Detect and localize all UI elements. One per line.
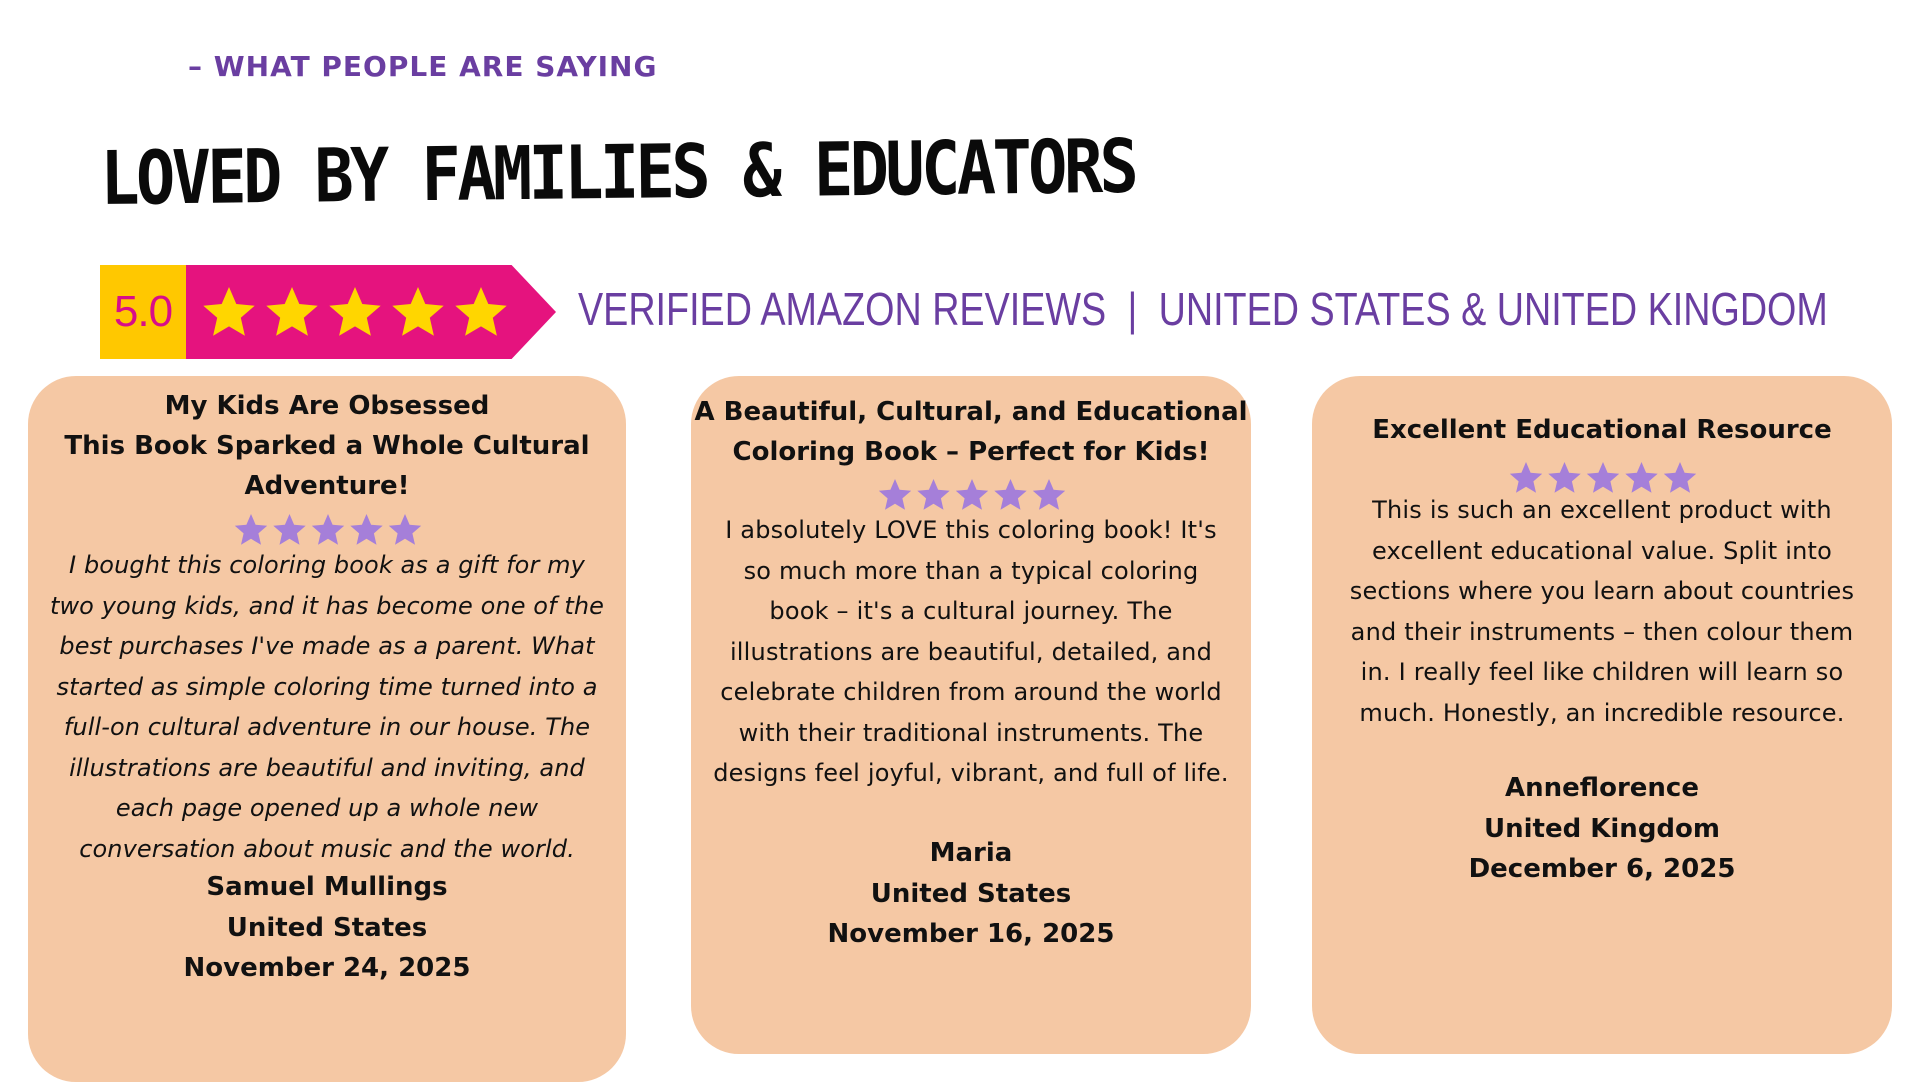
review-text-line: best purchases I've made as a parent. What bbox=[59, 632, 595, 660]
reviewer-name: Anneflorence bbox=[1505, 773, 1699, 803]
reviewer-location: United States bbox=[870, 878, 1072, 909]
review-signature bbox=[28, 867, 626, 989]
star-icon bbox=[350, 514, 382, 545]
review-text-line: book – it's a cultural journey. The bbox=[769, 597, 1173, 625]
review-text-line: illustrations are beautiful, detailed, and bbox=[729, 637, 1213, 666]
review-text-line: celebrate children from around the world bbox=[720, 678, 1222, 706]
review-text-line: so much more than a typical coloring bbox=[743, 556, 1199, 585]
review-text-line: conversation about music and the world. bbox=[79, 834, 575, 863]
star-icon bbox=[917, 479, 949, 510]
review-text-line: I absolutely LOVE this coloring book! It's bbox=[725, 516, 1217, 544]
review-title-line: Coloring Book – Perfect for Kids! bbox=[732, 437, 1210, 467]
review-stars bbox=[28, 512, 626, 548]
star-icon bbox=[994, 479, 1026, 510]
label-separator: | bbox=[1127, 283, 1138, 335]
review-text-line: I bought this coloring book as a gift for my bbox=[69, 551, 585, 579]
review-text-line: full-on cultural adventure in our house. The bbox=[63, 713, 591, 741]
review-body bbox=[28, 545, 626, 869]
star-icon bbox=[203, 287, 254, 336]
star-icon bbox=[1548, 462, 1580, 493]
review-text-line: and their instruments – then colour them bbox=[1350, 617, 1854, 646]
reviewer-name: Samuel Mullings bbox=[206, 872, 448, 902]
review-date: November 24, 2025 bbox=[183, 953, 471, 983]
review-text-line: designs feel joyful, vibrant, and full of life. bbox=[713, 759, 1229, 787]
review-title-line: This Book Sparked a Whole Cultural bbox=[64, 431, 590, 461]
review-text-line: sections where you learn about countries bbox=[1349, 577, 1855, 605]
verified-amazon-text: VERIFIED AMAZON REVIEWS bbox=[578, 283, 1107, 335]
reviewer-location: United Kingdom bbox=[1483, 813, 1720, 844]
section-eyebrow: – WHAT PEOPLE ARE SAYING bbox=[188, 50, 658, 83]
rating-stars-ribbon bbox=[186, 265, 556, 359]
review-text-line: two young kids, and it has become one of the bbox=[49, 591, 605, 620]
review-title bbox=[1312, 410, 1892, 450]
star-icon bbox=[389, 514, 421, 545]
star-icon bbox=[266, 287, 317, 336]
review-text-line: illustrations are beautiful and inviting, and bbox=[69, 753, 585, 782]
review-date: December 6, 2025 bbox=[1468, 854, 1736, 884]
review-title-line: A Beautiful, Cultural, and Educational bbox=[694, 397, 1248, 427]
review-signature bbox=[1312, 768, 1892, 890]
review-signature bbox=[691, 833, 1251, 955]
star-rating-icon bbox=[232, 512, 422, 548]
review-card bbox=[691, 376, 1251, 1054]
star-icon bbox=[329, 287, 380, 336]
page-title: LOVED BY FAMILIES & EDUCATORS bbox=[100, 123, 1136, 222]
star-icon bbox=[1033, 479, 1065, 510]
reviewer-location: United States bbox=[226, 912, 428, 943]
review-text-line: with their traditional instruments. The bbox=[738, 718, 1204, 747]
star-icon bbox=[1664, 462, 1696, 493]
review-text-line: This is such an excellent product with bbox=[1372, 496, 1832, 524]
review-text-line: each page opened up a whole new bbox=[115, 794, 539, 822]
rating-score: 5.0 bbox=[100, 265, 186, 359]
reviewer-name: Maria bbox=[929, 838, 1013, 868]
review-body bbox=[1312, 490, 1892, 733]
review-title-line: Excellent Educational Resource bbox=[1372, 415, 1832, 445]
star-icon bbox=[273, 514, 305, 545]
review-card bbox=[1312, 376, 1892, 1054]
review-text-line: started as simple coloring time turned into a bbox=[56, 672, 598, 701]
review-text-line: in. I really feel like children will learn so bbox=[1360, 658, 1844, 686]
star-icon bbox=[312, 514, 344, 545]
star-icon bbox=[1510, 462, 1542, 493]
review-text-line: excellent educational value. Split into bbox=[1372, 536, 1832, 565]
review-title bbox=[691, 392, 1251, 472]
star-icon bbox=[956, 479, 988, 510]
star-rating-icon bbox=[876, 477, 1066, 513]
region-text: UNITED STATES & UNITED KINGDOM bbox=[1158, 283, 1828, 335]
review-stars bbox=[691, 477, 1251, 513]
review-date: November 16, 2025 bbox=[827, 919, 1115, 949]
star-icon bbox=[392, 287, 443, 336]
review-title bbox=[28, 386, 626, 506]
review-body bbox=[691, 510, 1251, 794]
review-title-line: Adventure! bbox=[244, 471, 410, 501]
star-icon bbox=[1625, 462, 1657, 493]
verified-reviews-label bbox=[578, 282, 1828, 336]
review-title-line: My Kids Are Obsessed bbox=[164, 391, 490, 421]
star-icon bbox=[1587, 462, 1619, 493]
star-icon bbox=[879, 479, 911, 510]
star-icon bbox=[455, 287, 506, 336]
star-icon bbox=[235, 514, 267, 545]
review-card bbox=[28, 376, 626, 1082]
review-text-line: much. Honestly, an incredible resource. bbox=[1359, 698, 1845, 727]
rating-stars-icon bbox=[200, 285, 510, 341]
